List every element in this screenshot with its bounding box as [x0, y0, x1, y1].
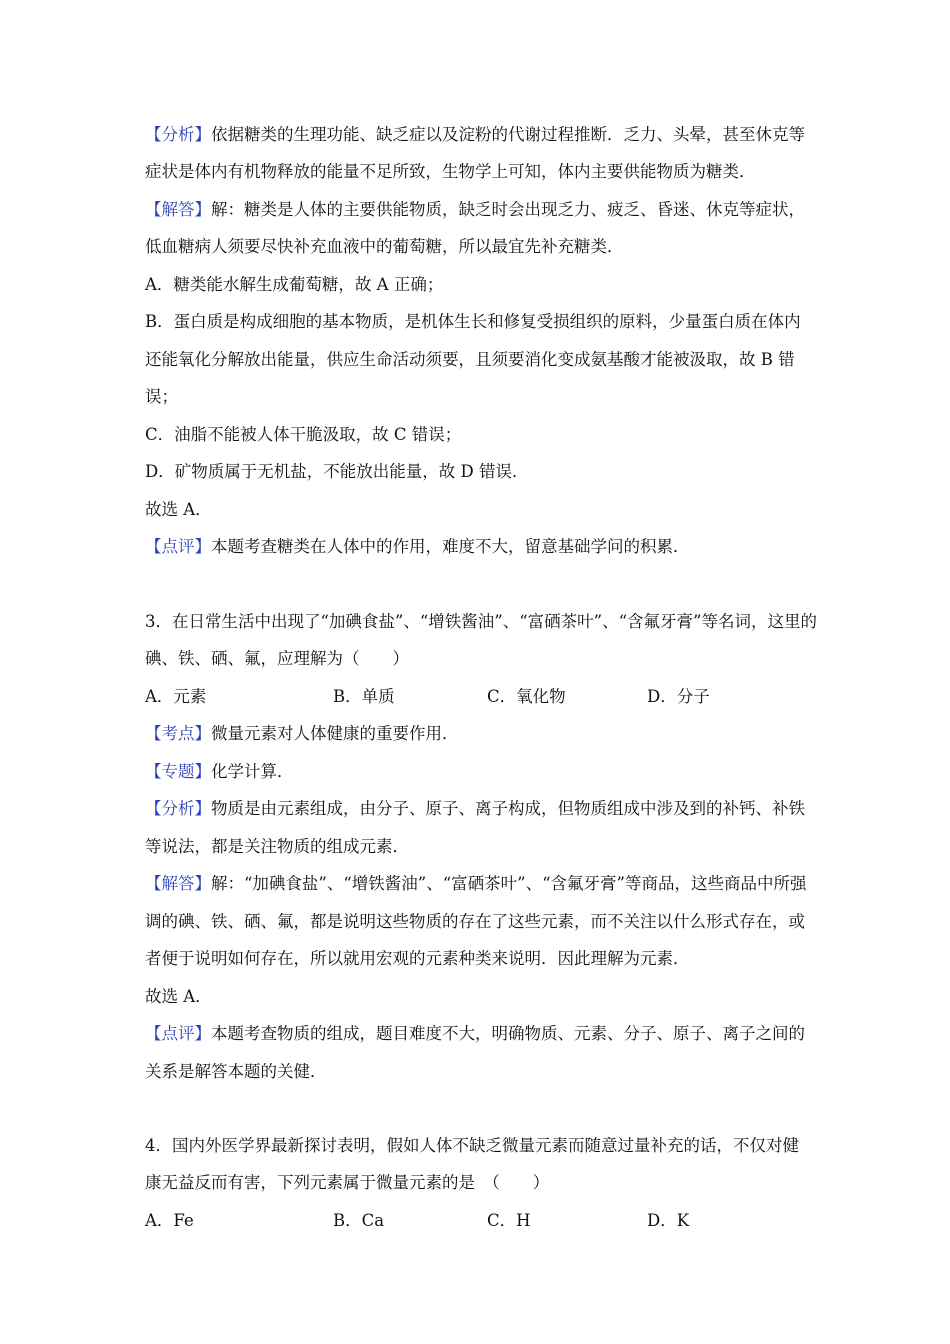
prev-option-a-explanation: A．糖类能水解生成葡萄糖，故 A 正确； [145, 275, 444, 294]
prev-analysis-line-2: 症状是体内有机物释放的能量不足所致，生物学上可知，体内主要供能物质为糖类． [145, 162, 756, 181]
prev-analysis-line-1: 【分析】依据糖类的生理功能、缺乏症以及淀粉的代谢过程推断．乏力、头晕，甚至休克等 [145, 125, 805, 144]
prev-choice: 故选 A． [145, 500, 212, 519]
q3-answer-line-1: 【解答】解：“加碘食盐”、“增铁酱油”、“富硒茶叶”、“含氟牙膏”等商品，这些商品中所强 [145, 874, 807, 893]
prev-option-d-explanation: D．矿物质属于无机盐，不能放出能量，故 D 错误． [145, 462, 529, 481]
q4-stem-line-2: 康无益反而有害，下列元素属于微量元素的是 （ ） [145, 1173, 550, 1192]
q4-option-c: C．H [487, 1211, 531, 1230]
q3-option-d: D．分子 [647, 687, 710, 706]
prev-option-b-explanation-2: 还能氧化分解放出能量，供应生命活动须要，且须要消化变成氨基酸才能被汲取，故 B 错 [145, 350, 795, 369]
comment-tag: 【点评】 [145, 537, 211, 556]
q3-option-a: A．元素 [145, 687, 207, 706]
q4-option-d: D．K [647, 1211, 690, 1230]
answer-tag: 【解答】 [145, 874, 211, 893]
analysis-tag: 【分析】 [145, 799, 211, 818]
comment-tag: 【点评】 [145, 1024, 211, 1043]
q3-comment-line-2: 关系是解答本题的关健． [145, 1062, 327, 1081]
answer-tag: 【解答】 [145, 200, 211, 219]
q3-answer-line-2: 调的碘、铁、硒、氟，都是说明这些物质的存在了这些元素，而不关注以什么形式存在，或 [145, 912, 805, 931]
q3-zhuanti: 【专题】化学计算． [145, 762, 294, 781]
q3-analysis-line-1: 【分析】物质是由元素组成，由分子、原子、离子构成，但物质组成中涉及到的补钙、补铁 [145, 799, 805, 818]
q3-option-b: B．单质 [333, 687, 395, 706]
prev-option-c-explanation: C．油脂不能被人体干脆汲取，故 C 错误； [145, 425, 462, 444]
q4-stem-line-1: 4．国内外医学界最新探讨表明，假如人体不缺乏微量元素而随意过量补充的话，不仅对健 [145, 1136, 799, 1155]
q3-answer-line-3: 者便于说明如何存在，所以就用宏观的元素种类来说明．因此理解为元素． [145, 949, 690, 968]
analysis-tag: 【分析】 [145, 125, 211, 144]
kaodian-tag: 【考点】 [145, 724, 211, 743]
zhuanti-tag: 【专题】 [145, 762, 211, 781]
q3-kaodian: 【考点】微量元素对人体健康的重要作用． [145, 724, 459, 743]
q3-option-c: C．氧化物 [487, 687, 566, 706]
q4-option-b: B．Ca [333, 1211, 385, 1230]
prev-answer-line-2: 低血糖病人须要尽快补充血液中的葡萄糖，所以最宜先补充糖类． [145, 237, 624, 256]
prev-option-b-explanation-3: 误； [145, 387, 178, 406]
q3-analysis-line-2: 等说法，都是关注物质的组成元素． [145, 837, 409, 856]
prev-option-b-explanation-1: B．蛋白质是构成细胞的基本物质，是机体生长和修复受损组织的原料，少量蛋白质在体内 [145, 312, 801, 331]
prev-comment-line-1: 【点评】本题考查糖类在人体中的作用，难度不大，留意基础学问的积累． [145, 537, 690, 556]
prev-answer-line-1: 【解答】解：糖类是人体的主要供能物质，缺乏时会出现乏力、疲乏、昏迷、休克等症状， [145, 200, 805, 219]
q3-choice: 故选 A． [145, 987, 212, 1006]
q3-comment-line-1: 【点评】本题考查物质的组成，题目难度不大，明确物质、元素、分子、原子、离子之间的 [145, 1024, 805, 1043]
q3-stem-line-1: 3．在日常生活中出现了“加碘食盐”、“增铁酱油”、“富硒茶叶”、“含氟牙膏”等名词，这里的 [145, 612, 817, 631]
q4-option-a: A．Fe [145, 1211, 194, 1230]
q3-stem-line-2: 碘、铁、硒、氟，应理解为（ ） [145, 649, 409, 668]
